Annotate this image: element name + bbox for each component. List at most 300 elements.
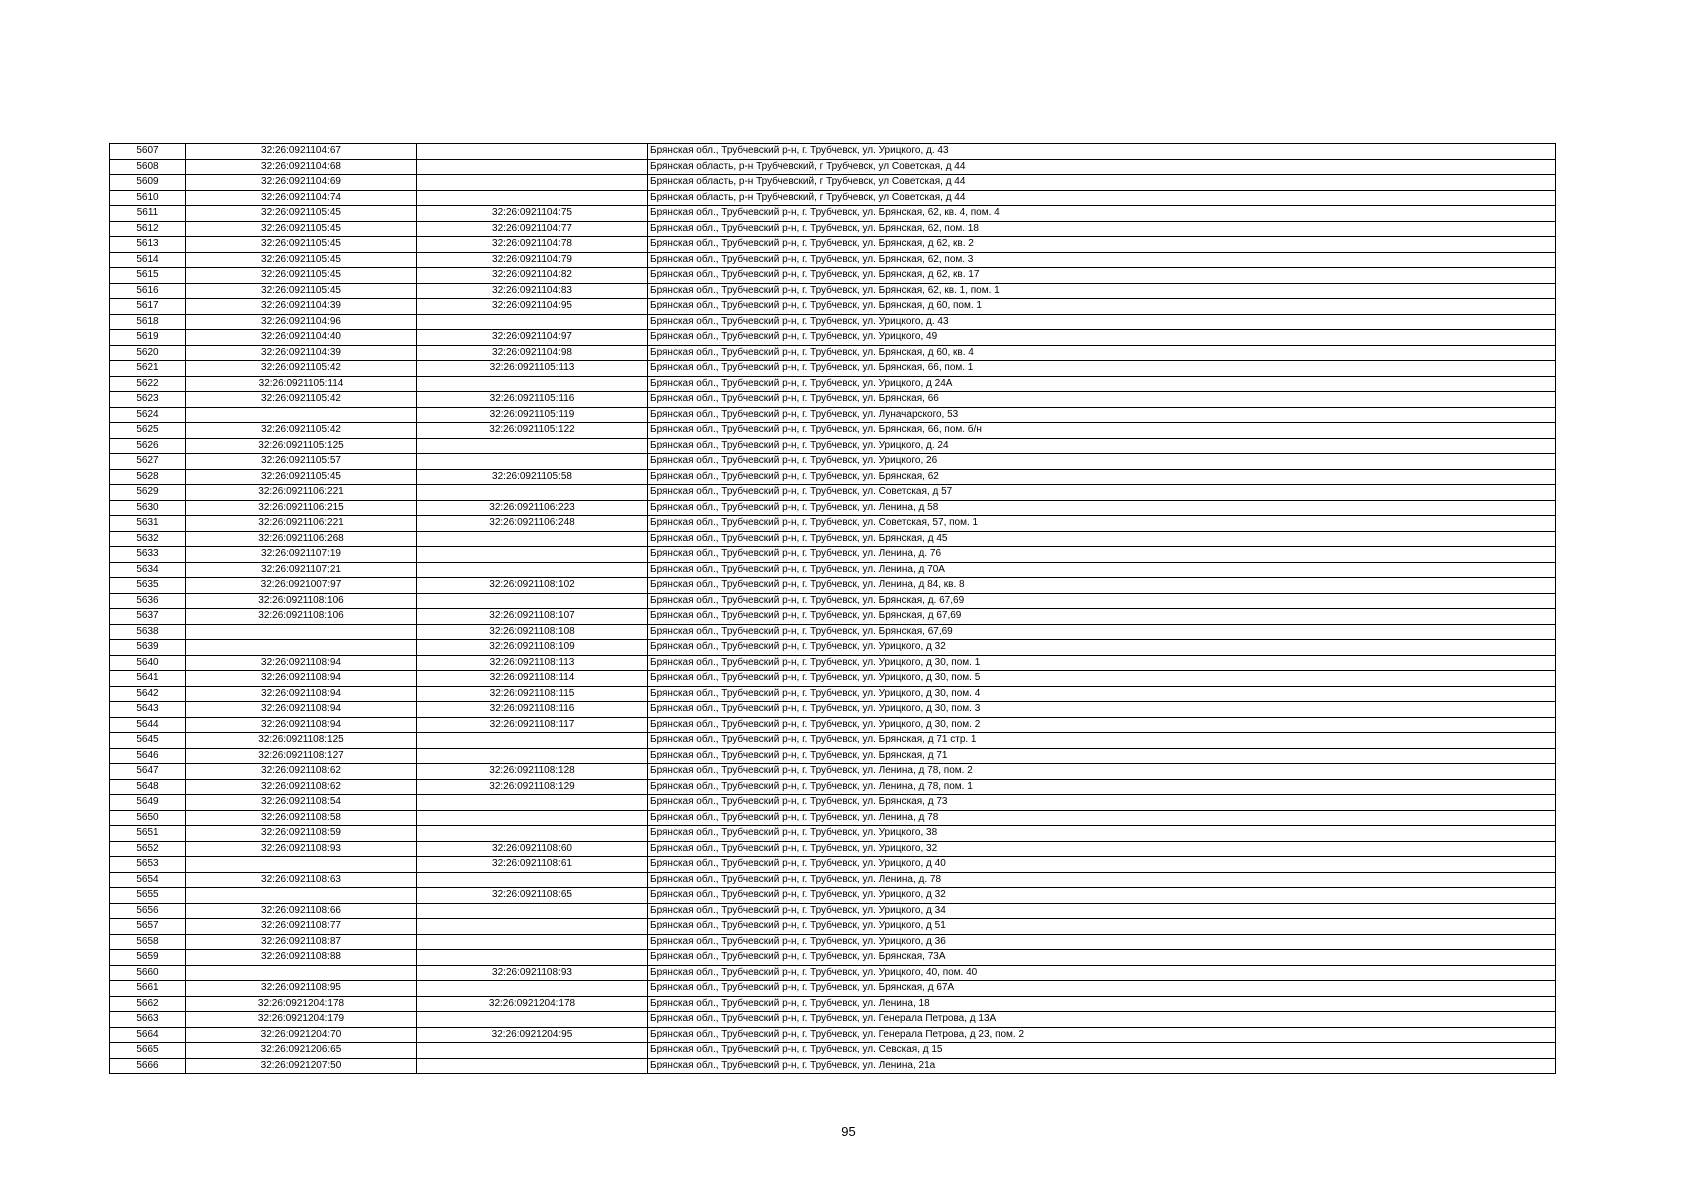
row-number-cell: 5626: [110, 438, 186, 454]
row-number-cell: 5659: [110, 950, 186, 966]
cadastral-number-cell: 32:26:0921108:77: [186, 919, 417, 935]
table-row: [110, 857, 1556, 873]
address-cell: Брянская обл., Трубчевский р-н, г. Трубчевск, ул. Брянская, д 60, пом. 1: [648, 299, 1556, 315]
table-row: [110, 1012, 1556, 1028]
table-row: [110, 733, 1556, 749]
related-cadastral-number-cell: [417, 1058, 648, 1074]
cadastral-number-cell: 32:26:0921104:96: [186, 314, 417, 330]
related-cadastral-number-cell: 32:26:0921104:79: [417, 252, 648, 268]
table-row: [110, 438, 1556, 454]
cadastral-number-cell: 32:26:0921204:179: [186, 1012, 417, 1028]
row-number-cell: 5647: [110, 764, 186, 780]
cadastral-number-cell: 32:26:0921105:42: [186, 361, 417, 377]
related-cadastral-number-cell: 32:26:0921108:60: [417, 841, 648, 857]
cadastral-number-cell: 32:26:0921104:74: [186, 190, 417, 206]
related-cadastral-number-cell: 32:26:0921104:77: [417, 221, 648, 237]
address-cell: Брянская обл., Трубчевский р-н, г. Трубчевск, ул. Урицкого, д 30, пом. 4: [648, 686, 1556, 702]
table-row: [110, 779, 1556, 795]
address-cell: Брянская обл., Трубчевский р-н, г. Трубчевск, ул. Брянская, д 67,69: [648, 609, 1556, 625]
related-cadastral-number-cell: 32:26:0921108:113: [417, 655, 648, 671]
table-row: [110, 655, 1556, 671]
table-row: [110, 283, 1556, 299]
address-cell: Брянская обл., Трубчевский р-н, г. Трубчевск, ул. Урицкого, д. 43: [648, 314, 1556, 330]
related-cadastral-number-cell: 32:26:0921104:78: [417, 237, 648, 253]
table-row: [110, 593, 1556, 609]
address-cell: Брянская обл., Трубчевский р-н, г. Трубчевск, ул. Урицкого, д 30, пом. 3: [648, 702, 1556, 718]
related-cadastral-number-cell: [417, 872, 648, 888]
row-number-cell: 5648: [110, 779, 186, 795]
related-cadastral-number-cell: [417, 826, 648, 842]
address-cell: Брянская обл., Трубчевский р-н, г. Трубчевск, ул. Урицкого, 32: [648, 841, 1556, 857]
row-number-cell: 5616: [110, 283, 186, 299]
address-cell: Брянская обл., Трубчевский р-н, г. Трубчевск, ул. Урицкого, д 32: [648, 640, 1556, 656]
related-cadastral-number-cell: [417, 748, 648, 764]
related-cadastral-number-cell: 32:26:0921108:116: [417, 702, 648, 718]
registry-table-body: [110, 144, 1556, 1074]
address-cell: Брянская обл., Трубчевский р-н, г. Трубчевск, ул. Урицкого, д 40: [648, 857, 1556, 873]
related-cadastral-number-cell: [417, 795, 648, 811]
row-number-cell: 5645: [110, 733, 186, 749]
table-row: [110, 841, 1556, 857]
row-number-cell: 5627: [110, 454, 186, 470]
cadastral-number-cell: 32:26:0921204:178: [186, 996, 417, 1012]
address-cell: Брянская обл., Трубчевский р-н, г. Трубчевск, ул. Урицкого, 38: [648, 826, 1556, 842]
related-cadastral-number-cell: 32:26:0921105:58: [417, 469, 648, 485]
row-number-cell: 5662: [110, 996, 186, 1012]
cadastral-number-cell: 32:26:0921107:19: [186, 547, 417, 563]
cadastral-number-cell: [186, 407, 417, 423]
related-cadastral-number-cell: [417, 547, 648, 563]
address-cell: Брянская обл., Трубчевский р-н, г. Трубчевск, ул. Ленина, д 84, кв. 8: [648, 578, 1556, 594]
address-cell: Брянская обл., Трубчевский р-н, г. Трубчевск, ул. Брянская, д 45: [648, 531, 1556, 547]
related-cadastral-number-cell: 32:26:0921108:114: [417, 671, 648, 687]
row-number-cell: 5609: [110, 175, 186, 191]
table-row: [110, 221, 1556, 237]
table-row: [110, 795, 1556, 811]
related-cadastral-number-cell: [417, 950, 648, 966]
row-number-cell: 5638: [110, 624, 186, 640]
table-row: [110, 1027, 1556, 1043]
cadastral-number-cell: 32:26:0921106:215: [186, 500, 417, 516]
table-row: [110, 888, 1556, 904]
cadastral-number-cell: 32:26:0921106:268: [186, 531, 417, 547]
row-number-cell: 5639: [110, 640, 186, 656]
table-row: [110, 671, 1556, 687]
cadastral-number-cell: 32:26:0921104:40: [186, 330, 417, 346]
table-row: [110, 1058, 1556, 1074]
row-number-cell: 5630: [110, 500, 186, 516]
cadastral-number-cell: 32:26:0921105:114: [186, 376, 417, 392]
row-number-cell: 5637: [110, 609, 186, 625]
related-cadastral-number-cell: [417, 454, 648, 470]
row-number-cell: 5631: [110, 516, 186, 532]
table-row: [110, 330, 1556, 346]
related-cadastral-number-cell: [417, 903, 648, 919]
table-row: [110, 500, 1556, 516]
table-row: [110, 903, 1556, 919]
row-number-cell: 5633: [110, 547, 186, 563]
cadastral-number-cell: 32:26:0921104:39: [186, 345, 417, 361]
cadastral-number-cell: 32:26:0921106:221: [186, 516, 417, 532]
page-number: 95: [841, 1124, 856, 1139]
cadastral-number-cell: 32:26:0921108:94: [186, 702, 417, 718]
table-row: [110, 872, 1556, 888]
cadastral-number-cell: 32:26:0921007:97: [186, 578, 417, 594]
table-row: [110, 810, 1556, 826]
table-row: [110, 717, 1556, 733]
address-cell: Брянская обл., Трубчевский р-н, г. Трубчевск, ул. Ленина, д 78, пом. 1: [648, 779, 1556, 795]
address-cell: Брянская обл., Трубчевский р-н, г. Трубчевск, ул. Урицкого, д 30, пом. 1: [648, 655, 1556, 671]
row-number-cell: 5621: [110, 361, 186, 377]
table-row: [110, 237, 1556, 253]
related-cadastral-number-cell: [417, 485, 648, 501]
row-number-cell: 5636: [110, 593, 186, 609]
related-cadastral-number-cell: 32:26:0921106:223: [417, 500, 648, 516]
row-number-cell: 5628: [110, 469, 186, 485]
cadastral-number-cell: 32:26:0921105:45: [186, 252, 417, 268]
address-cell: Брянская обл., Трубчевский р-н, г. Трубчевск, ул. Ленина, д 78: [648, 810, 1556, 826]
cadastral-number-cell: 32:26:0921105:45: [186, 237, 417, 253]
address-cell: Брянская обл., Трубчевский р-н, г. Трубчевск, ул. Урицкого, д. 43: [648, 144, 1556, 160]
address-cell: Брянская обл., Трубчевский р-н, г. Трубчевск, ул. Урицкого, д 34: [648, 903, 1556, 919]
address-cell: Брянская обл., Трубчевский р-н, г. Трубчевск, ул. Брянская, д 62, кв. 2: [648, 237, 1556, 253]
cadastral-number-cell: [186, 888, 417, 904]
row-number-cell: 5641: [110, 671, 186, 687]
address-cell: Брянская обл., Трубчевский р-н, г. Трубчевск, ул. Брянская, 62, кв. 1, пом. 1: [648, 283, 1556, 299]
address-cell: Брянская обл., Трубчевский р-н, г. Трубчевск, ул. Брянская, 62, пом. 3: [648, 252, 1556, 268]
address-cell: Брянская обл., Трубчевский р-н, г. Трубчевск, ул. Ленина, д 70А: [648, 562, 1556, 578]
address-cell: Брянская обл., Трубчевский р-н, г. Трубчевск, ул. Урицкого, д 32: [648, 888, 1556, 904]
table-row: [110, 764, 1556, 780]
row-number-cell: 5665: [110, 1043, 186, 1059]
address-cell: Брянская обл., Трубчевский р-н, г. Трубчевск, ул. Урицкого, д 30, пом. 5: [648, 671, 1556, 687]
address-cell: Брянская обл., Трубчевский р-н, г. Трубчевск, ул. Ленина, д. 76: [648, 547, 1556, 563]
table-row: [110, 423, 1556, 439]
related-cadastral-number-cell: [417, 810, 648, 826]
table-row: [110, 624, 1556, 640]
related-cadastral-number-cell: 32:26:0921108:93: [417, 965, 648, 981]
table-row: [110, 345, 1556, 361]
cadastral-number-cell: 32:26:0921105:45: [186, 268, 417, 284]
table-row: [110, 981, 1556, 997]
address-cell: Брянская обл., Трубчевский р-н, г. Трубчевск, ул. Генерала Петрова, д 13А: [648, 1012, 1556, 1028]
related-cadastral-number-cell: 32:26:0921106:248: [417, 516, 648, 532]
address-cell: Брянская обл., Трубчевский р-н, г. Трубчевск, ул. Урицкого, д 51: [648, 919, 1556, 935]
cadastral-number-cell: 32:26:0921104:39: [186, 299, 417, 315]
row-number-cell: 5629: [110, 485, 186, 501]
table-row: [110, 268, 1556, 284]
table-row: [110, 919, 1556, 935]
table-row: [110, 686, 1556, 702]
address-cell: Брянская обл., Трубчевский р-н, г. Трубчевск, ул. Ленина, д. 78: [648, 872, 1556, 888]
row-number-cell: 5655: [110, 888, 186, 904]
related-cadastral-number-cell: [417, 438, 648, 454]
cadastral-number-cell: 32:26:0921105:42: [186, 423, 417, 439]
related-cadastral-number-cell: 32:26:0921105:116: [417, 392, 648, 408]
related-cadastral-number-cell: 32:26:0921104:97: [417, 330, 648, 346]
row-number-cell: 5664: [110, 1027, 186, 1043]
related-cadastral-number-cell: [417, 562, 648, 578]
table-row: [110, 206, 1556, 222]
table-row: [110, 159, 1556, 175]
row-number-cell: 5649: [110, 795, 186, 811]
row-number-cell: 5657: [110, 919, 186, 935]
row-number-cell: 5660: [110, 965, 186, 981]
table-row: [110, 299, 1556, 315]
row-number-cell: 5608: [110, 159, 186, 175]
address-cell: Брянская область, р-н Трубчевский, г Трубчевск, ул Советская, д 44: [648, 175, 1556, 191]
cadastral-number-cell: 32:26:0921108:94: [186, 655, 417, 671]
row-number-cell: 5646: [110, 748, 186, 764]
related-cadastral-number-cell: [417, 175, 648, 191]
address-cell: Брянская обл., Трубчевский р-н, г. Трубчевск, ул. Ленина, д 78, пом. 2: [648, 764, 1556, 780]
address-cell: Брянская обл., Трубчевский р-н, г. Трубчевск, ул. Ленина, д 58: [648, 500, 1556, 516]
related-cadastral-number-cell: 32:26:0921108:61: [417, 857, 648, 873]
related-cadastral-number-cell: 32:26:0921104:83: [417, 283, 648, 299]
cadastral-number-cell: 32:26:0921105:45: [186, 206, 417, 222]
address-cell: Брянская обл., Трубчевский р-н, г. Трубчевск, ул. Урицкого, д. 24: [648, 438, 1556, 454]
address-cell: Брянская обл., Трубчевский р-н, г. Трубчевск, ул. Брянская, д. 67,69: [648, 593, 1556, 609]
table-row: [110, 392, 1556, 408]
table-row: [110, 144, 1556, 160]
related-cadastral-number-cell: [417, 314, 648, 330]
cadastral-number-cell: 32:26:0921105:125: [186, 438, 417, 454]
table-row: [110, 609, 1556, 625]
row-number-cell: 5640: [110, 655, 186, 671]
related-cadastral-number-cell: 32:26:0921105:113: [417, 361, 648, 377]
row-number-cell: 5611: [110, 206, 186, 222]
table-row: [110, 454, 1556, 470]
cadastral-number-cell: 32:26:0921108:125: [186, 733, 417, 749]
row-number-cell: 5666: [110, 1058, 186, 1074]
address-cell: Брянская обл., Трубчевский р-н, г. Трубчевск, ул. Брянская, д 71 стр. 1: [648, 733, 1556, 749]
related-cadastral-number-cell: [417, 1043, 648, 1059]
cadastral-number-cell: 32:26:0921108:62: [186, 779, 417, 795]
row-number-cell: 5615: [110, 268, 186, 284]
table-row: [110, 190, 1556, 206]
address-cell: Брянская обл., Трубчевский р-н, г. Трубчевск, ул. Брянская, 66: [648, 392, 1556, 408]
related-cadastral-number-cell: 32:26:0921108:128: [417, 764, 648, 780]
table-row: [110, 252, 1556, 268]
table-row: [110, 469, 1556, 485]
row-number-cell: 5634: [110, 562, 186, 578]
address-cell: Брянская обл., Трубчевский р-н, г. Трубчевск, ул. Брянская, 67,69: [648, 624, 1556, 640]
cadastral-number-cell: 32:26:0921108:88: [186, 950, 417, 966]
address-cell: Брянская обл., Трубчевский р-н, г. Трубчевск, ул. Урицкого, д 36: [648, 934, 1556, 950]
cadastral-number-cell: 32:26:0921108:54: [186, 795, 417, 811]
row-number-cell: 5652: [110, 841, 186, 857]
related-cadastral-number-cell: 32:26:0921204:178: [417, 996, 648, 1012]
address-cell: Брянская обл., Трубчевский р-н, г. Трубчевск, ул. Луначарского, 53: [648, 407, 1556, 423]
cadastral-number-cell: 32:26:0921108:106: [186, 593, 417, 609]
address-cell: Брянская обл., Трубчевский р-н, г. Трубчевск, ул. Брянская, д 62, кв. 17: [648, 268, 1556, 284]
row-number-cell: 5632: [110, 531, 186, 547]
cadastral-number-cell: 32:26:0921108:58: [186, 810, 417, 826]
row-number-cell: 5643: [110, 702, 186, 718]
address-cell: Брянская обл., Трубчевский р-н, г. Трубчевск, ул. Урицкого, 40, пом. 40: [648, 965, 1556, 981]
table-row: [110, 578, 1556, 594]
related-cadastral-number-cell: [417, 190, 648, 206]
address-cell: Брянская обл., Трубчевский р-н, г. Трубчевск, ул. Брянская, 62, кв. 4, пом. 4: [648, 206, 1556, 222]
table-row: [110, 826, 1556, 842]
related-cadastral-number-cell: 32:26:0921108:117: [417, 717, 648, 733]
related-cadastral-number-cell: 32:26:0921108:109: [417, 640, 648, 656]
related-cadastral-number-cell: 32:26:0921108:129: [417, 779, 648, 795]
table-row: [110, 485, 1556, 501]
related-cadastral-number-cell: [417, 733, 648, 749]
row-number-cell: 5620: [110, 345, 186, 361]
cadastral-number-cell: 32:26:0921105:45: [186, 283, 417, 299]
registry-table: [109, 143, 1556, 1074]
related-cadastral-number-cell: 32:26:0921104:95: [417, 299, 648, 315]
cadastral-number-cell: 32:26:0921207:50: [186, 1058, 417, 1074]
row-number-cell: 5622: [110, 376, 186, 392]
table-row: [110, 748, 1556, 764]
related-cadastral-number-cell: 32:26:0921105:122: [417, 423, 648, 439]
cadastral-number-cell: 32:26:0921108:93: [186, 841, 417, 857]
cadastral-number-cell: 32:26:0921206:65: [186, 1043, 417, 1059]
related-cadastral-number-cell: 32:26:0921204:95: [417, 1027, 648, 1043]
related-cadastral-number-cell: 32:26:0921108:65: [417, 888, 648, 904]
cadastral-number-cell: 32:26:0921108:94: [186, 717, 417, 733]
row-number-cell: 5607: [110, 144, 186, 160]
related-cadastral-number-cell: [417, 934, 648, 950]
row-number-cell: 5644: [110, 717, 186, 733]
table-row: [110, 376, 1556, 392]
row-number-cell: 5651: [110, 826, 186, 842]
address-cell: Брянская обл., Трубчевский р-н, г. Трубчевск, ул. Брянская, 62: [648, 469, 1556, 485]
cadastral-number-cell: 32:26:0921204:70: [186, 1027, 417, 1043]
address-cell: Брянская область, р-н Трубчевский, г Трубчевск, ул Советская, д 44: [648, 159, 1556, 175]
row-number-cell: 5653: [110, 857, 186, 873]
cadastral-number-cell: [186, 624, 417, 640]
address-cell: Брянская обл., Трубчевский р-н, г. Трубчевск, ул. Урицкого, д 24А: [648, 376, 1556, 392]
related-cadastral-number-cell: 32:26:0921104:82: [417, 268, 648, 284]
address-cell: Брянская обл., Трубчевский р-н, г. Трубчевск, ул. Брянская, д 71: [648, 748, 1556, 764]
row-number-cell: 5613: [110, 237, 186, 253]
row-number-cell: 5610: [110, 190, 186, 206]
cadastral-number-cell: [186, 857, 417, 873]
related-cadastral-number-cell: [417, 593, 648, 609]
row-number-cell: 5619: [110, 330, 186, 346]
cadastral-number-cell: 32:26:0921104:68: [186, 159, 417, 175]
row-number-cell: 5642: [110, 686, 186, 702]
address-cell: Брянская обл., Трубчевский р-н, г. Трубчевск, ул. Советская, д 57: [648, 485, 1556, 501]
related-cadastral-number-cell: [417, 981, 648, 997]
address-cell: Брянская обл., Трубчевский р-н, г. Трубчевск, ул. Урицкого, 49: [648, 330, 1556, 346]
cadastral-number-cell: 32:26:0921108:95: [186, 981, 417, 997]
row-number-cell: 5617: [110, 299, 186, 315]
address-cell: Брянская обл., Трубчевский р-н, г. Трубчевск, ул. Советская, 57, пом. 1: [648, 516, 1556, 532]
related-cadastral-number-cell: 32:26:0921104:98: [417, 345, 648, 361]
cadastral-number-cell: 32:26:0921108:127: [186, 748, 417, 764]
cadastral-number-cell: 32:26:0921105:45: [186, 221, 417, 237]
related-cadastral-number-cell: 32:26:0921104:75: [417, 206, 648, 222]
cadastral-number-cell: 32:26:0921107:21: [186, 562, 417, 578]
table-row: [110, 562, 1556, 578]
table-row: [110, 314, 1556, 330]
table-row: [110, 516, 1556, 532]
address-cell: Брянская обл., Трубчевский р-н, г. Трубчевск, ул. Брянская, д 73: [648, 795, 1556, 811]
row-number-cell: 5661: [110, 981, 186, 997]
related-cadastral-number-cell: [417, 919, 648, 935]
row-number-cell: 5656: [110, 903, 186, 919]
row-number-cell: 5650: [110, 810, 186, 826]
address-cell: Брянская обл., Трубчевский р-н, г. Трубчевск, ул. Брянская, д 67А: [648, 981, 1556, 997]
related-cadastral-number-cell: 32:26:0921105:119: [417, 407, 648, 423]
table-row: [110, 934, 1556, 950]
cadastral-number-cell: 32:26:0921105:45: [186, 469, 417, 485]
row-number-cell: 5612: [110, 221, 186, 237]
row-number-cell: 5618: [110, 314, 186, 330]
table-row: [110, 950, 1556, 966]
cadastral-number-cell: 32:26:0921108:94: [186, 686, 417, 702]
address-cell: Брянская обл., Трубчевский р-н, г. Трубчевск, ул. Брянская, 66, пом. б/н: [648, 423, 1556, 439]
table-row: [110, 996, 1556, 1012]
address-cell: Брянская обл., Трубчевский р-н, г. Трубчевск, ул. Брянская, д 60, кв. 4: [648, 345, 1556, 361]
address-cell: Брянская обл., Трубчевский р-н, г. Трубчевск, ул. Урицкого, 26: [648, 454, 1556, 470]
related-cadastral-number-cell: [417, 531, 648, 547]
cadastral-number-cell: 32:26:0921108:63: [186, 872, 417, 888]
cadastral-number-cell: 32:26:0921104:69: [186, 175, 417, 191]
row-number-cell: 5635: [110, 578, 186, 594]
address-cell: Брянская обл., Трубчевский р-н, г. Трубчевск, ул. Севская, д 15: [648, 1043, 1556, 1059]
table-row: [110, 640, 1556, 656]
cadastral-number-cell: [186, 640, 417, 656]
cadastral-number-cell: 32:26:0921108:94: [186, 671, 417, 687]
cadastral-number-cell: [186, 965, 417, 981]
row-number-cell: 5658: [110, 934, 186, 950]
address-cell: Брянская обл., Трубчевский р-н, г. Трубчевск, ул. Брянская, 62, пом. 18: [648, 221, 1556, 237]
table-row: [110, 531, 1556, 547]
cadastral-number-cell: 32:26:0921108:87: [186, 934, 417, 950]
cadastral-number-cell: 32:26:0921106:221: [186, 485, 417, 501]
cadastral-number-cell: 32:26:0921104:67: [186, 144, 417, 160]
related-cadastral-number-cell: [417, 144, 648, 160]
address-cell: Брянская обл., Трубчевский р-н, г. Трубчевск, ул. Ленина, 18: [648, 996, 1556, 1012]
cadastral-number-cell: 32:26:0921108:66: [186, 903, 417, 919]
table-row: [110, 175, 1556, 191]
row-number-cell: 5625: [110, 423, 186, 439]
table-row: [110, 407, 1556, 423]
table-row: [110, 547, 1556, 563]
cadastral-number-cell: 32:26:0921105:57: [186, 454, 417, 470]
cadastral-number-cell: 32:26:0921105:42: [186, 392, 417, 408]
related-cadastral-number-cell: [417, 376, 648, 392]
address-cell: Брянская обл., Трубчевский р-н, г. Трубчевск, ул. Брянская, 73А: [648, 950, 1556, 966]
row-number-cell: 5663: [110, 1012, 186, 1028]
row-number-cell: 5624: [110, 407, 186, 423]
related-cadastral-number-cell: 32:26:0921108:107: [417, 609, 648, 625]
table-row: [110, 361, 1556, 377]
row-number-cell: 5623: [110, 392, 186, 408]
related-cadastral-number-cell: [417, 159, 648, 175]
related-cadastral-number-cell: 32:26:0921108:108: [417, 624, 648, 640]
table-row: [110, 965, 1556, 981]
address-cell: Брянская обл., Трубчевский р-н, г. Трубчевск, ул. Брянская, 66, пом. 1: [648, 361, 1556, 377]
address-cell: Брянская обл., Трубчевский р-н, г. Трубчевск, ул. Генерала Петрова, д 23, пом. 2: [648, 1027, 1556, 1043]
table-row: [110, 702, 1556, 718]
cadastral-number-cell: 32:26:0921108:106: [186, 609, 417, 625]
related-cadastral-number-cell: [417, 1012, 648, 1028]
related-cadastral-number-cell: 32:26:0921108:102: [417, 578, 648, 594]
address-cell: Брянская область, р-н Трубчевский, г Трубчевск, ул Советская, д 44: [648, 190, 1556, 206]
cadastral-number-cell: 32:26:0921108:59: [186, 826, 417, 842]
related-cadastral-number-cell: 32:26:0921108:115: [417, 686, 648, 702]
row-number-cell: 5614: [110, 252, 186, 268]
address-cell: Брянская обл., Трубчевский р-н, г. Трубчевск, ул. Ленина, 21а: [648, 1058, 1556, 1074]
row-number-cell: 5654: [110, 872, 186, 888]
